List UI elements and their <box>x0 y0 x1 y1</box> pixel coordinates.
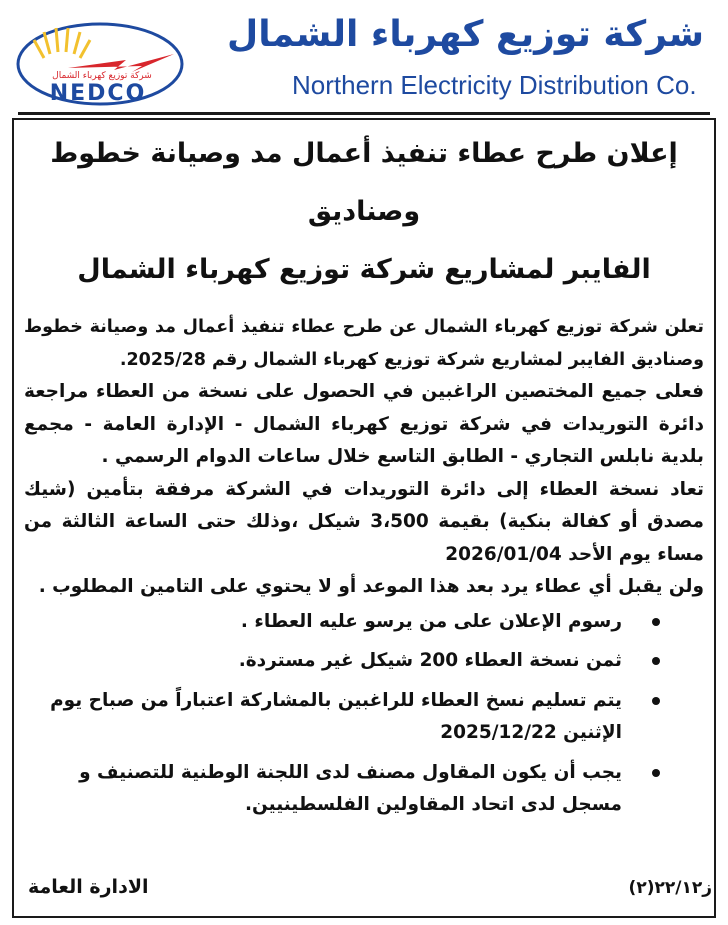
reference-number: ز٢٢/١٢(٢) <box>628 878 712 898</box>
condition-item <box>24 757 704 822</box>
condition-item <box>24 606 704 639</box>
condition-text: يتم تسليم نسخ العطاء للراغبين بالمشاركة اعتباراً من صباح يوم الإثنين 2025/12/22 <box>50 689 622 743</box>
sun-rays-icon <box>34 28 90 58</box>
announcement-paragraph-1: تعلن شركة توزيع كهرباء الشمال عن طرح عطاء تنفيذ أعمال مد وصيانة خطوط وصناديق الفايبر لمشاريع شركة توزيع كهرباء الشمال رقم 2025/28. <box>24 317 704 370</box>
announcement-paragraph-3: تعاد نسخة العطاء إلى دائرة التوريدات في الشركة مرفقة بتأمين (شيك مصدق أو كفالة بنكية) بقيمة 3،500 شيكل ،وذلك حتى الساعة الثالثة من مساء يوم الأحد 2026/01/04 <box>24 478 704 565</box>
bullet-icon <box>652 769 660 777</box>
condition-item <box>24 645 704 678</box>
lightning-bolt-icon <box>68 54 174 72</box>
bullet-icon <box>652 618 660 626</box>
condition-item <box>24 685 704 750</box>
announcement-paragraph-4: ولن يقبل أي عطاء يرد بعد هذا الموعد أو لا يحتوي على التامين المطلوب . <box>38 576 704 597</box>
header-divider <box>18 112 710 115</box>
announcement-title-line-1: إعلان طرح عطاء تنفيذ أعمال مد وصيانة خطوط وصناديق <box>50 138 678 227</box>
bullet-icon <box>652 657 660 665</box>
condition-text: رسوم الإعلان على من يرسو عليه العطاء . <box>240 610 622 632</box>
announcement-body <box>24 125 704 829</box>
company-name-arabic: شركة توزيع كهرباء الشمال <box>227 14 704 55</box>
announcement-paragraph-2: فعلى جميع المختصين الراغبين في الحصول على نسخة من العطاء مراجعة دائرة التوريدات في شركة توزيع كهرباء الشمال - الإدارة العامة - مجمع بلدية نابلس التجاري - الطابق التاسع خلال ساعات الدوام الرسمي . <box>24 381 704 467</box>
condition-text: يجب أن يكون المقاول مصنف لدى اللجنة الوطنية للتصنيف و مسجل لدى اتحاد المقاولين الفلسطينيين. <box>79 761 622 815</box>
svg-text:NEDCO: NEDCO <box>49 81 147 106</box>
condition-text: ثمن نسخة العطاء 200 شيكل غير مستردة. <box>238 650 622 671</box>
nedco-logo <box>14 14 186 106</box>
svg-text:شركة توزيع كهرباء الشمال: شركة توزيع كهرباء الشمال <box>52 71 152 81</box>
announcement-title-line-2: الفايبر لمشاريع شركة توزيع كهرباء الشمال <box>77 254 651 285</box>
bullet-icon <box>652 697 660 705</box>
signature-general-administration: الادارة العامة <box>28 876 149 898</box>
company-name-english: Northern Electricity Distribution Co. <box>292 70 697 100</box>
conditions-list <box>24 606 704 822</box>
header <box>0 0 728 118</box>
